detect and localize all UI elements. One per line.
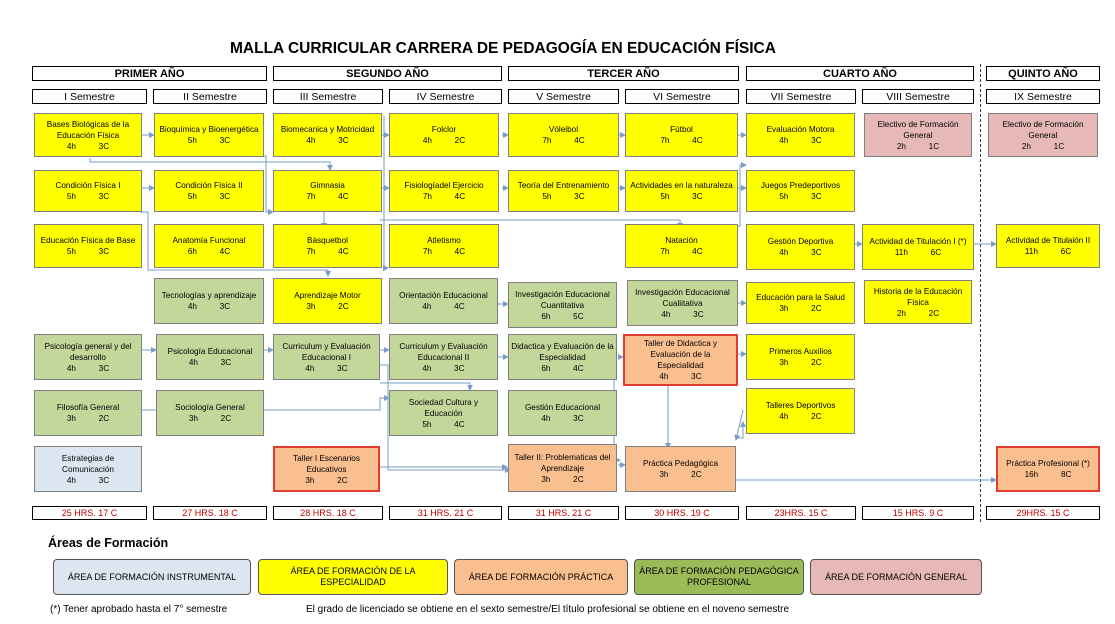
course-name: Vóleibol bbox=[548, 125, 579, 134]
year-header-1: PRIMER AÑO bbox=[32, 66, 267, 81]
course-hours-credits: 5h 3C bbox=[66, 192, 110, 201]
semester-header-3: III Semestre bbox=[273, 89, 383, 104]
course-card[interactable] bbox=[746, 388, 855, 434]
course-name: Orientación Educacional bbox=[399, 291, 488, 300]
course-hours-credits: 3h 2C bbox=[779, 358, 822, 367]
course-hours-credits: 3h 2C bbox=[779, 304, 822, 313]
year-header-2: SEGUNDO AÑO bbox=[273, 66, 502, 81]
course-card[interactable] bbox=[273, 170, 382, 212]
course-name: Gestión Educacional bbox=[524, 403, 601, 412]
year-header-3: TERCER AÑO bbox=[508, 66, 739, 81]
legend-title: Áreas de Formación bbox=[48, 536, 169, 550]
semester-header-5: V Semestre bbox=[508, 89, 619, 104]
course-hours-credits: 6h 4C bbox=[541, 363, 584, 373]
course-hours-credits: 3h 2C bbox=[188, 414, 232, 423]
semester-total-9: 29HRS. 15 C bbox=[986, 506, 1100, 520]
course-name: Actividad de Titulación I (*) bbox=[869, 237, 967, 246]
course-card[interactable] bbox=[34, 170, 142, 212]
course-name: Estrategias de Comunicación bbox=[61, 453, 115, 474]
course-card[interactable] bbox=[625, 446, 736, 492]
course-hours-credits: 11h 6C bbox=[894, 248, 942, 257]
course-card[interactable] bbox=[34, 334, 142, 380]
course-card[interactable] bbox=[746, 282, 855, 324]
course-name: Gimnasia bbox=[310, 181, 345, 190]
legend-instrumental: ÁREA DE FORMACIÓN INSTRUMENTAL bbox=[53, 559, 251, 595]
course-card[interactable] bbox=[623, 334, 738, 386]
course-card[interactable] bbox=[746, 224, 855, 270]
course-hours-credits: 7h 4C bbox=[422, 247, 466, 256]
course-name: Taller de Didactica y Evaluación de la Especialidad bbox=[643, 339, 718, 370]
semester-total-7: 23HRS. 15 C bbox=[746, 506, 856, 520]
course-hours-credits: 5h 4C bbox=[422, 419, 465, 429]
course-card[interactable] bbox=[508, 444, 617, 492]
course-name: Aprendizaje Motor bbox=[294, 291, 361, 300]
course-hours-credits: 5h 3C bbox=[779, 192, 822, 201]
course-card[interactable] bbox=[862, 224, 974, 270]
course-name: Fútbol bbox=[670, 125, 693, 134]
course-card[interactable] bbox=[273, 278, 382, 324]
course-name: Curriculum y Evaluación Educacional II bbox=[399, 341, 488, 362]
course-hours-credits: 16h 8C bbox=[1024, 470, 1072, 479]
legend-practica: ÁREA DE FORMACIÓN PRÁCTICA bbox=[454, 559, 628, 595]
course-name: Actividad de Titulaión II bbox=[1005, 236, 1091, 245]
course-name: Gestión Deportiva bbox=[767, 237, 834, 246]
course-card[interactable] bbox=[154, 278, 264, 324]
course-name: Sociedad Cultura y Educación bbox=[408, 397, 479, 418]
course-card[interactable] bbox=[625, 113, 738, 157]
course-name: Básquetbol bbox=[307, 236, 348, 245]
year-header-4: CUARTO AÑO bbox=[746, 66, 974, 81]
course-hours-credits: 5h 3C bbox=[187, 136, 231, 145]
course-hours-credits: 7h 4C bbox=[660, 136, 703, 145]
course-card[interactable] bbox=[389, 334, 498, 380]
course-hours-credits: 7h 4C bbox=[306, 192, 349, 201]
course-hours-credits: 6h 4C bbox=[187, 247, 231, 256]
course-hours-credits: 4h 3C bbox=[659, 372, 702, 381]
course-card[interactable] bbox=[389, 113, 499, 157]
course-card[interactable] bbox=[625, 170, 738, 212]
course-card[interactable] bbox=[988, 113, 1098, 157]
course-hours-credits: 2h 1C bbox=[896, 141, 940, 151]
course-name: Filosofía General bbox=[56, 403, 120, 412]
course-name: Curriculum y Evaluación Educacional I bbox=[282, 341, 371, 362]
course-card[interactable] bbox=[627, 280, 738, 326]
course-name: Sociología General bbox=[175, 403, 245, 412]
course-name: Actividades en la naturaleza bbox=[630, 181, 733, 190]
course-name: Bases Biológicas de la Educación Física bbox=[46, 119, 130, 140]
course-hours-credits: 4h 3C bbox=[779, 136, 822, 145]
course-hours-credits: 3h 2C bbox=[541, 474, 584, 484]
course-hours-credits: 4h 3C bbox=[188, 358, 232, 367]
course-card[interactable] bbox=[154, 113, 264, 157]
course-name: Anatomía Funcional bbox=[172, 236, 246, 245]
course-hours-credits: 4h 4C bbox=[422, 302, 465, 311]
semester-header-9: IX Semestre bbox=[986, 89, 1100, 104]
semester-header-8: VIII Semestre bbox=[862, 89, 974, 104]
course-card[interactable] bbox=[864, 280, 972, 324]
course-card[interactable] bbox=[996, 446, 1100, 492]
course-card[interactable] bbox=[508, 113, 619, 157]
course-card[interactable] bbox=[154, 170, 264, 212]
course-name: Folclor bbox=[431, 125, 457, 134]
course-hours-credits: 4h 2C bbox=[422, 136, 466, 145]
semester-total-2: 27 HRS. 18 C bbox=[153, 506, 267, 520]
legend-pedagogica: ÁREA DE FORMACIÓN PEDAGÓGICA PROFESIONAL bbox=[634, 559, 804, 595]
course-hours-credits: 3h 2C bbox=[306, 302, 349, 311]
course-card[interactable] bbox=[34, 446, 142, 492]
course-name: Talleres Deportivos bbox=[765, 401, 836, 410]
course-hours-credits: 5h 3C bbox=[187, 192, 231, 201]
semester-total-8: 15 HRS. 9 C bbox=[862, 506, 974, 520]
course-card[interactable] bbox=[625, 224, 738, 268]
course-hours-credits: 11h 6C bbox=[1024, 247, 1072, 256]
course-hours-credits: 7h 4C bbox=[660, 247, 703, 256]
year-header-5: QUINTO AÑO bbox=[986, 66, 1100, 81]
legend-general: ÁREA DE FORMACIÓN GENERAL bbox=[810, 559, 982, 595]
course-hours-credits: 2h 2C bbox=[896, 308, 940, 318]
course-hours-credits: 7h 4C bbox=[306, 247, 349, 256]
course-card[interactable] bbox=[508, 390, 617, 436]
semester-total-3: 28 HRS. 18 C bbox=[273, 506, 383, 520]
semester-header-2: II Semestre bbox=[153, 89, 267, 104]
course-name: Condición Física I bbox=[55, 181, 121, 190]
course-hours-credits: 4h 2C bbox=[779, 412, 822, 421]
course-name: Atletismo bbox=[427, 236, 461, 245]
course-name: Primeros Auxilios bbox=[769, 347, 832, 356]
course-name: Biomecanica y Motricidad bbox=[280, 125, 375, 134]
course-card[interactable] bbox=[273, 113, 382, 157]
semester-total-5: 31 HRS. 21 C bbox=[508, 506, 619, 520]
course-hours-credits: 5h 3C bbox=[66, 247, 110, 256]
semester-total-6: 30 HRS. 19 C bbox=[625, 506, 739, 520]
course-name: Juegos Predeportivos bbox=[760, 181, 841, 190]
course-hours-credits: 4h 3C bbox=[66, 363, 110, 373]
course-name: Investigación Educacional Cualiitativa bbox=[635, 287, 730, 308]
course-name: Teoría del Entrenamiento bbox=[517, 181, 610, 190]
course-hours-credits: 7h 4C bbox=[542, 136, 585, 145]
semester-header-7: VII Semestre bbox=[746, 89, 856, 104]
course-hours-credits: 7h 4C bbox=[422, 192, 466, 201]
course-card[interactable] bbox=[273, 446, 380, 492]
semester-header-4: IV Semestre bbox=[389, 89, 502, 104]
course-name: Educación para la Salud bbox=[756, 293, 845, 302]
course-hours-credits: 4h 3C bbox=[779, 248, 822, 257]
course-name: Fisiologíadel Ejercicio bbox=[404, 181, 484, 190]
course-card[interactable] bbox=[34, 390, 142, 436]
course-name: Práctica Profesional (*) bbox=[1006, 459, 1090, 468]
course-card[interactable] bbox=[154, 224, 264, 268]
course-hours-credits: 4h 3C bbox=[306, 136, 349, 145]
semester-header-6: VI Semestre bbox=[625, 89, 739, 104]
course-hours-credits: 3h 2C bbox=[305, 475, 348, 485]
course-hours-credits: 4h 3C bbox=[661, 309, 704, 319]
course-hours-credits: 2h 1C bbox=[1021, 141, 1065, 151]
course-name: Evaluación Motora bbox=[766, 125, 835, 134]
course-hours-credits: 5h 3C bbox=[660, 192, 703, 201]
footnote-left: (*) Tener aprobado hasta el 7° semestre bbox=[50, 604, 228, 615]
course-card[interactable] bbox=[34, 113, 142, 157]
course-name: Didactica y Evaluación de la Especialidad bbox=[511, 341, 614, 362]
course-hours-credits: 3h 2C bbox=[66, 414, 110, 423]
course-card[interactable] bbox=[508, 282, 617, 328]
course-name: Condición Física II bbox=[175, 181, 243, 190]
course-card[interactable] bbox=[389, 170, 499, 212]
course-name: Psicología Educacional bbox=[167, 347, 253, 356]
course-card[interactable] bbox=[996, 224, 1100, 268]
course-hours-credits: 4h 3C bbox=[66, 475, 110, 485]
course-name: Taller I Escenarios Educativos bbox=[293, 453, 360, 474]
course-name: Electivo de Formación General bbox=[877, 119, 959, 140]
course-card[interactable] bbox=[746, 170, 855, 212]
course-card[interactable] bbox=[389, 224, 499, 268]
course-card[interactable] bbox=[156, 334, 264, 380]
course-card[interactable] bbox=[34, 224, 142, 268]
course-card[interactable] bbox=[389, 278, 498, 324]
course-card[interactable] bbox=[746, 334, 855, 380]
course-hours-credits: 4h 3C bbox=[422, 363, 465, 373]
course-card[interactable] bbox=[389, 390, 498, 436]
course-name: Tecnologías y aprendizaje bbox=[161, 291, 257, 300]
course-hours-credits: 4h 3C bbox=[187, 302, 231, 311]
footnote-right: El grado de licenciado se obtiene en el sexto semestre/El título profesional se obtiene en el noveno semestre bbox=[306, 604, 790, 615]
course-hours-credits: 3h 2C bbox=[659, 470, 702, 479]
course-hours-credits: 6h 5C bbox=[541, 311, 584, 321]
semester-total-1: 25 HRS. 17 C bbox=[32, 506, 147, 520]
course-name: Educación Física de Base bbox=[40, 236, 136, 245]
course-name: Electivo de Formación General bbox=[1002, 119, 1084, 140]
semester-total-4: 31 HRS. 21 C bbox=[389, 506, 502, 520]
course-card[interactable] bbox=[864, 113, 972, 157]
course-hours-credits: 4h 3C bbox=[305, 363, 348, 373]
course-name: Práctica Pedagógica bbox=[642, 459, 719, 468]
course-name: Investigación Educacional Cuantitativa bbox=[515, 289, 610, 310]
course-name: Natación bbox=[665, 236, 698, 245]
course-card[interactable] bbox=[508, 334, 617, 380]
course-card[interactable] bbox=[508, 170, 619, 212]
course-card[interactable] bbox=[273, 334, 380, 380]
page-title: MALLA CURRICULAR CARRERA DE PEDAGOGÍA EN EDUCACIÓN FÍSICA bbox=[230, 40, 776, 57]
semester-header-1: I Semestre bbox=[32, 89, 147, 104]
course-name: Taller II: Problematicas del Aprendizaje bbox=[514, 452, 611, 473]
course-name: Historia de la Educación Física bbox=[873, 286, 963, 307]
course-hours-credits: 4h 3C bbox=[541, 414, 584, 423]
course-name: Bioquímica y Bioenergética bbox=[159, 125, 259, 134]
course-name: Psicología general y del desarrollo bbox=[44, 341, 132, 362]
legend-especialidad: ÁREA DE FORMACIÓN DE LA ESPECIALIDAD bbox=[258, 559, 448, 595]
course-card[interactable] bbox=[273, 224, 382, 268]
course-hours-credits: 5h 3C bbox=[542, 192, 585, 201]
course-hours-credits: 4h 3C bbox=[66, 141, 110, 151]
course-card[interactable] bbox=[156, 390, 264, 436]
course-card[interactable] bbox=[746, 113, 855, 157]
